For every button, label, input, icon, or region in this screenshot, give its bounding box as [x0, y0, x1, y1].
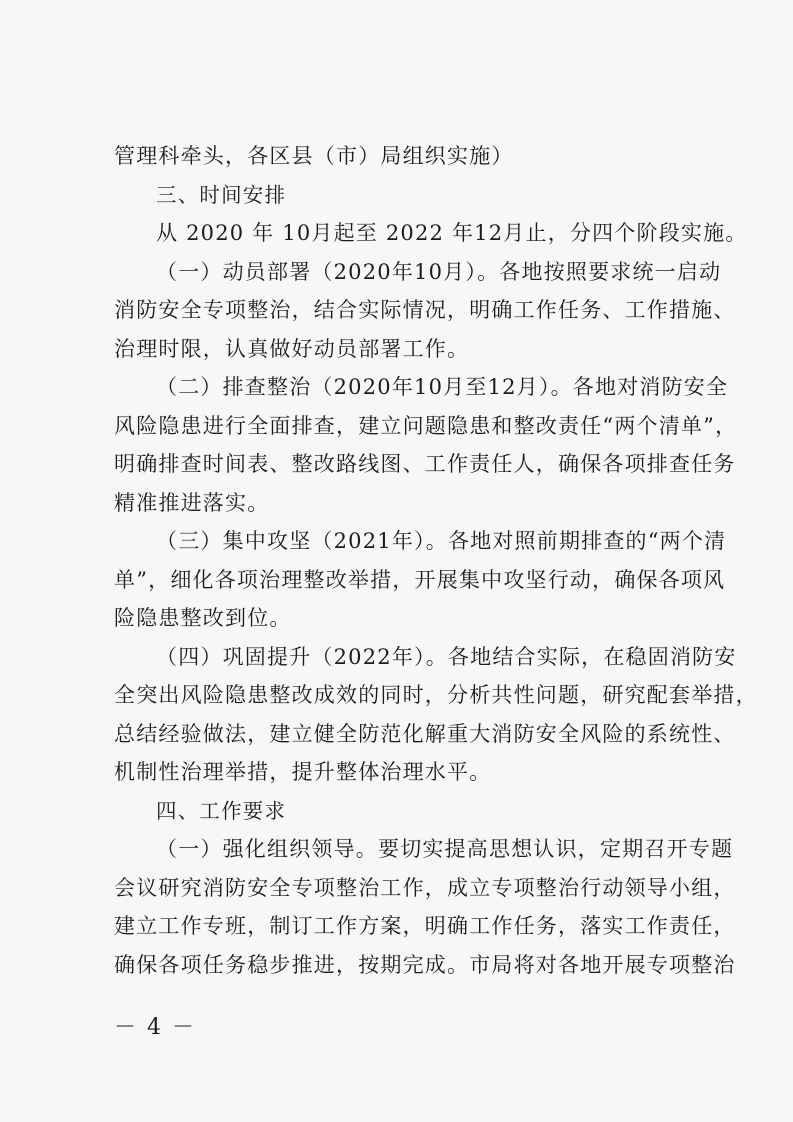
text-line: 机制性治理举措，提升整体治理水平。	[114, 760, 492, 784]
page-number: － 4 －	[114, 1015, 196, 1040]
text-line: （一）动员部署（2020年10月）。各地按照要求统一启动	[156, 259, 722, 284]
section-heading: 四、工作要求	[156, 798, 287, 823]
text-line: （一）强化组织领导。要切实提高思想认识，定期召开专题	[156, 837, 734, 861]
text-line: 治理时限，认真做好动员部署工作。	[114, 336, 470, 361]
text-line: 全突出风险隐患整改成效的同时，分析共性问题，研究配套举措，	[114, 683, 758, 707]
text-line: 建立工作专班，制订工作方案，明确工作任务，落实工作责任，	[114, 914, 736, 938]
text-line: （二）排查整治（2020年10月至12月）。各地对消防安全	[156, 375, 729, 399]
text-line: 单”，细化各项治理整改举措，开展集中攻坚行动，确保各项风	[114, 567, 726, 592]
text-line: 管理科牵头，各区县（市）局组织实施）	[114, 144, 514, 168]
text-line: 明确排查时间表、整改路线图、工作责任人，确保各项排查任务	[114, 452, 736, 476]
document-body	[114, 137, 758, 984]
text-line: 会议研究消防安全专项整治工作，成立专项整治行动领导小组，	[114, 875, 736, 900]
text-line: 总结经验做法，建立健全防范化解重大消防安全风险的系统性、	[114, 721, 736, 746]
text-line: 确保各项任务稳步推进，按期完成。市局将对各地开展专项整治	[114, 952, 736, 977]
text-line: （四）巩固提升（2022年）。各地结合实际，在稳固消防安	[156, 644, 737, 669]
text-line: （三）集中攻坚（2021年）。各地对照前期排查的“两个清	[156, 529, 727, 553]
section-heading: 三、时间安排	[156, 182, 287, 207]
text-line: 消防安全专项整治，结合实际情况，明确工作任务、工作措施、	[114, 298, 736, 322]
text-line: 从 2020 年 10月起至 2022 年12月止，分四个阶段实施。	[156, 221, 748, 245]
text-line: 精准推进落实。	[114, 490, 270, 515]
text-line: 风险隐患进行全面排查，建立问题隐患和整改责任“两个清单”，	[114, 413, 738, 438]
text-line: 险隐患整改到位。	[114, 606, 292, 630]
